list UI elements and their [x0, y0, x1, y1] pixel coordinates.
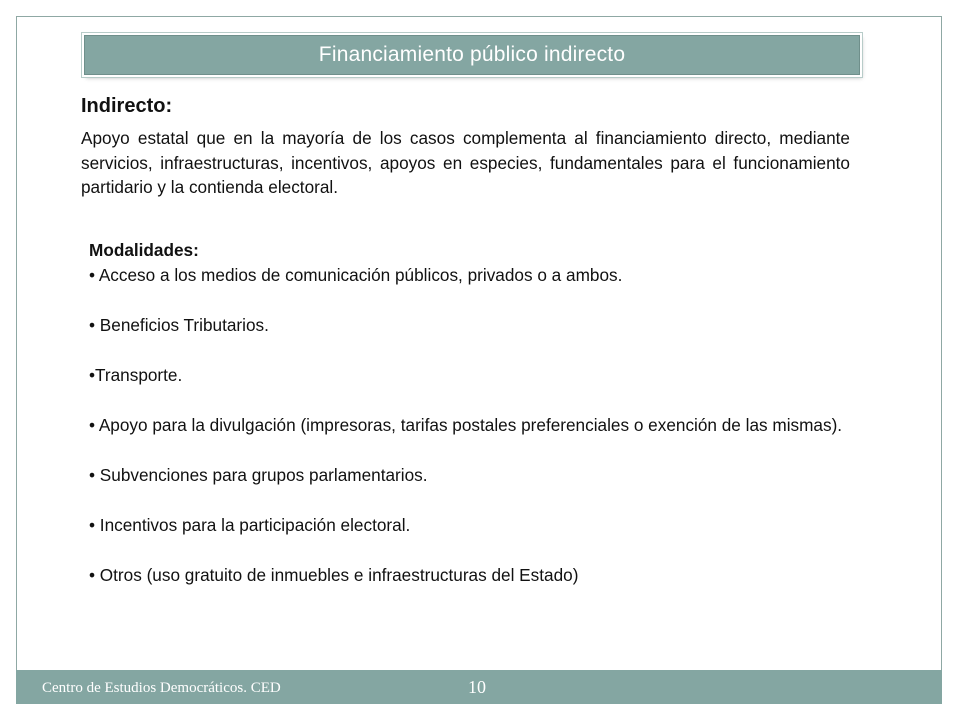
- list-item: • Beneficios Tributarios.: [89, 315, 269, 335]
- list-item: •Transporte.: [89, 365, 183, 385]
- list-item: • Incentivos para la participación electoral.: [89, 515, 411, 535]
- section-heading: Indirecto:: [81, 95, 173, 117]
- footer-organization: Centro de Estudios Democráticos. CED: [42, 680, 281, 696]
- footer-bar: [16, 670, 942, 704]
- modalidades-list: [89, 238, 864, 588]
- list-item: • Subvenciones para grupos parlamentarios.: [89, 465, 428, 485]
- list-item: • Otros (uso gratuito de inmuebles e infraestructuras del Estado): [89, 565, 579, 585]
- intro-paragraph: Apoyo estatal que en la mayoría de los casos complementa al financiamiento directo, mediante servicios, infraestructuras, incentivos, apoyos en especies, fundamentales para el funcionamiento partidario y la contienda electoral.: [81, 128, 850, 197]
- list-item: • Apoyo para la divulgación (impresoras, tarifas postales preferenciales o exención de las mismas).: [89, 415, 843, 435]
- modalidades-title: Modalidades:: [89, 240, 199, 260]
- page-number: 10: [468, 677, 486, 697]
- list-item: • Acceso a los medios de comunicación públicos, privados o a ambos.: [89, 265, 623, 285]
- slide-title: Financiamiento público indirecto: [318, 43, 626, 66]
- title-banner: [84, 35, 860, 75]
